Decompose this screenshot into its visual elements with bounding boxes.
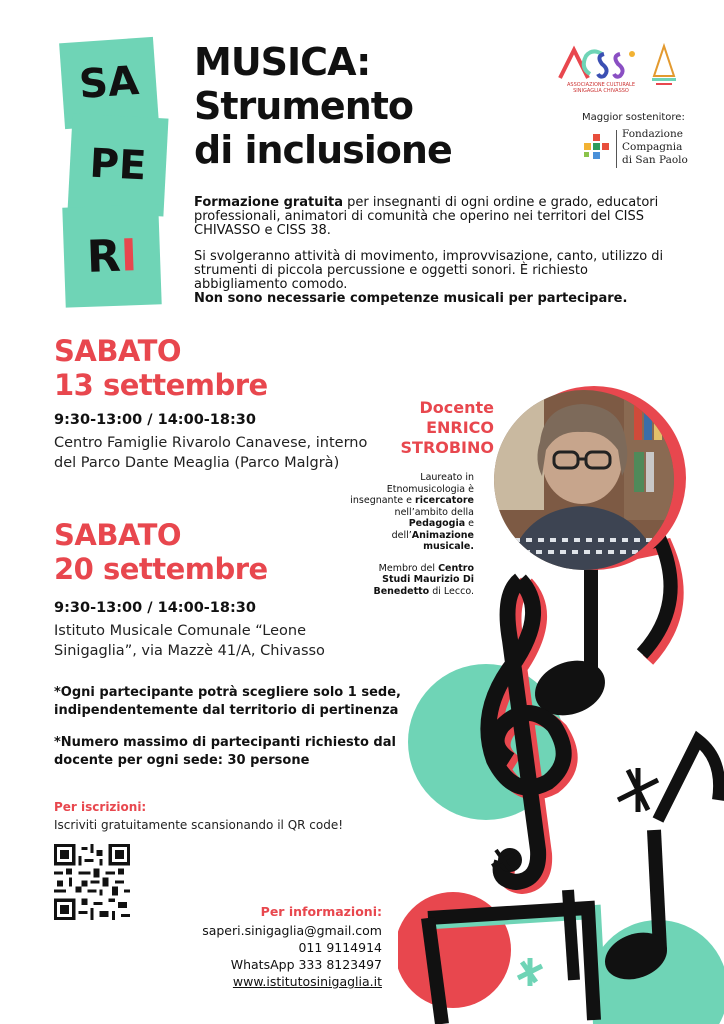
contact-website-link[interactable]: www.istitutosinigaglia.it [232, 974, 382, 989]
bio-text: di Lecco. [429, 585, 474, 597]
tile-pe-text: PE [88, 140, 148, 190]
title-line-2: Strumento [194, 84, 414, 128]
intro-paragraph-1 [194, 196, 664, 238]
intro-activities: Si svolgeranno attività di movimento, improvvisazione, canto, utilizzo di strumenti di piccola percussione e oggetti sonori. È richiesto abbigliamento comodo. [194, 249, 664, 292]
event-2-time: 9:30-13:00 / 14:00-18:30 [54, 600, 256, 616]
teacher-label: Docente [419, 398, 494, 417]
intro-text [194, 196, 664, 318]
title-line-1: MUSICA: [194, 40, 371, 84]
intro-bold: Formazione gratuita [194, 195, 343, 210]
teacher-portrait [484, 380, 690, 586]
event-1-venue: Centro Famiglie Rivarolo Canavese, interno del Parco Dante Meaglia (Parco Malgrà) [54, 435, 368, 471]
teacher-bio [348, 472, 474, 607]
intro-rest: per insegnanti di ogni ordine e grado, educatori professionali, animatori di comunità che operino nei territori del CISS CHIVASSO e CISS 38. [194, 195, 659, 238]
acss-logo [556, 44, 638, 94]
partner-logo [648, 42, 680, 88]
fondazione-logo-icon [584, 134, 610, 162]
contact-whatsapp[interactable]: WhatsApp 333 8123497 [230, 957, 382, 972]
acss-logo-icon [556, 44, 638, 84]
teacher-last-name: STROBINO [400, 438, 494, 457]
bio-bold: Pedagogia [408, 518, 466, 529]
bio-bold: Centro Studi Maurizio Di Benedetto [373, 562, 474, 597]
event-1-date [54, 334, 268, 402]
teacher-bio-1 [348, 472, 474, 553]
note-one-site: *Ogni partecipante potrà scegliere solo 1 sede, indipendentemente dal territorio di pertinenza [54, 685, 401, 718]
event-1-day: SABATO [54, 334, 182, 368]
event-2-day: SABATO [54, 518, 182, 552]
logo-tile-ri [62, 204, 161, 307]
bio-bold: ricercatore [415, 495, 474, 506]
bio-text: Membro del [378, 562, 439, 574]
signup-label: Per iscrizioni: [54, 800, 147, 814]
fondazione-separator [616, 130, 617, 168]
partner-logo-icon [648, 42, 680, 88]
bio-text: Laureato in Etnomusicologia è insegnante e [350, 472, 474, 506]
title-line-3: di inclusione [194, 128, 452, 172]
fondazione-logo [584, 128, 694, 172]
teacher-first-name: ENRICO [426, 418, 494, 437]
acss-caption: ASSOCIAZIONE CULTURALE SINIGAGLIA CHIVASSO [566, 82, 635, 94]
contact-details [180, 922, 382, 990]
event-1-time: 9:30-13:00 / 14:00-18:30 [54, 412, 256, 428]
qr-code-icon[interactable] [54, 844, 130, 920]
logo-tile-pe [68, 114, 169, 217]
contact-label: Per informazioni: [260, 904, 382, 919]
sponsor-label: Maggior sostenitore: [582, 112, 685, 123]
tile-i-text: I [119, 229, 138, 282]
event-2-date-text: 20 settembre [54, 552, 268, 586]
signup-text: Iscriviti gratuitamente scansionando il QR code! [54, 818, 344, 832]
bio-text: nell’ambito della [394, 506, 474, 518]
teacher-heading [360, 398, 494, 458]
event-2-venue: Istituto Musicale Comunale “Leone Sinigaglia”, via Mazzè 41/A, Chivasso [54, 623, 325, 659]
note-max-participants: *Numero massimo di partecipanti richiesto dal docente per ogni sede: 30 persone [54, 735, 396, 768]
fondazione-name-3: di San Paolo [622, 154, 688, 166]
page-title [194, 40, 452, 172]
contact-phone[interactable]: 011 9114914 [298, 940, 382, 955]
tile-sa-text: SA [77, 57, 141, 109]
teacher-bio-2 [348, 563, 474, 598]
treble-clef-icon [488, 580, 569, 886]
fondazione-name-2: Compagnia [622, 141, 683, 153]
event-1-date-text: 13 settembre [54, 368, 268, 402]
bio-text: e dell’ [391, 518, 474, 541]
intro-requirement: Non sono necessarie competenze musicali per partecipare. [194, 291, 628, 306]
event-2-date [54, 518, 268, 586]
contact-email[interactable]: saperi.sinigaglia@gmail.com [202, 923, 382, 938]
bio-bold: Animazione musicale. [411, 529, 474, 552]
tile-r-text: R [85, 230, 122, 283]
intro-paragraph-2 [194, 250, 664, 306]
fondazione-name-1: Fondazione [622, 128, 683, 140]
fondazione-name [622, 128, 688, 167]
